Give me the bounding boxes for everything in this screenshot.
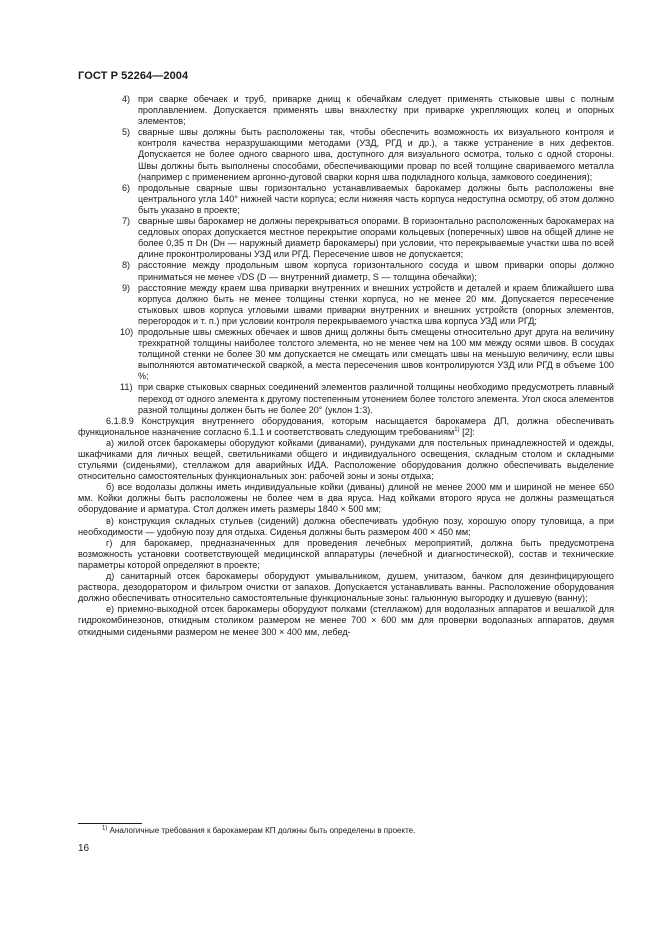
clause-6-1-8-9 <box>78 416 614 438</box>
list-item <box>78 216 614 260</box>
lettered-item: в) конструкция складных стульев (сидений) должна обеспечивать удобную позу, хорошую опору туловища, а при необходимости — удобную позу для отдыха. Сиденья должны быть размером 400 × 450 мм; <box>78 515 614 537</box>
footnote-reference[interactable]: 1) <box>454 426 460 433</box>
list-item-number: 11) <box>120 382 133 393</box>
list-item-number: 9) <box>122 282 131 293</box>
list-item-text: продольные швы смежных обечаек и швов днищ должны быть смещены относительно друг друга на величину трехкратной толщины наиболее толстого элемента, но не менее чем на 100 мм между осями швов. В сосудах толщиной стенки не более 30 мм допускается не смещать или смещать швы на меньшую величину, если швы выполняются автоматической сваркой, а места пересечения швов контролируются УЗД или РГД в объеме 100 %; <box>138 326 614 382</box>
list-item-text: сварные швы должны быть расположены так, чтобы обеспечить возможность их визуального контроля и контроля качества неразрушающими методами (УЗД, РГД и др.), а также устранение в них дефектов. Допускается не более одного сварного шва, доступного для визуального осмотра, только с одной стороны. Швы должны быть выполнены способами, обеспечивающими провар по всей толщине свариваемого металла (например с применением аргонно-дуговой сварки корня шва подкладного кольца, замкового соединения); <box>138 127 614 182</box>
list-item-number: 5) <box>122 127 131 138</box>
list-item-text: продольные сварные швы горизонтально устанавливаемых барокамер должны быть расположены вне центрального угла 140° нижней части корпуса; если нижняя часть корпуса недоступна осмотру, об этом должно быть указано в проекте; <box>138 182 614 215</box>
list-item <box>78 260 614 282</box>
lettered-list <box>78 438 614 638</box>
list-item <box>78 382 614 415</box>
lettered-item: г) для барокамер, предназначенных для проведения лечебных мероприятий, должна быть предусмотрена возможность установки соответствующей медицинской аппаратуры (лечебной и диагностической), состав и технические параметры которой определяют в проекте; <box>78 537 614 570</box>
list-item <box>78 94 614 127</box>
list-item-text: сварные швы барокамер не должны перекрываться опорами. В горизонтально расположенных барокамерах на седловых опорах допускается местное перекрытие опорами кольцевых (поперечных) швов на общей длине не более 0,35 π Dн (Dн — наружный диаметр барокамеры) при условии, что перекрываемые участки шва по всей длине проконтролированы УЗД или РГД. Пересечение швов не допускается; <box>138 216 614 260</box>
clause-text: 6.1.8.9 Конструкция внутреннего оборудования, которым насыщается барокамера ДП, должна обеспечивать функциональное назначение согласно 6.1.1 и соответствовать следующим требованиям <box>78 415 614 437</box>
page-header: ГОСТ Р 52264—2004 <box>78 70 189 82</box>
lettered-item: б) все водолазы должны иметь индивидуальные койки (диваны) длиной не менее 2000 мм и шириной не менее 650 мм. Койки должны быть расположены не более чем в два яруса. Над койками второго яруса не должны размещаться оборудование и арматура. Стол должен иметь размеры 1840 × 500 мм; <box>78 482 614 515</box>
list-item-number: 4) <box>122 94 131 104</box>
lettered-item: а) жилой отсек барокамеры оборудуют койками (диванами), рундуками для постельных принадлежностей и одежды, шкафчиками для личных вещей, светильниками общего и индивидуального освещения, складным столом и складными стульями (сиденьями), стеллажом для аварийных ИДА. Расположение оборудования должно обеспечивать выделение относительно самостоятельных функциональных зон: рабочей зоны и зоны отдыха; <box>78 437 614 482</box>
page-number: 16 <box>78 843 90 854</box>
list-item-number: 10) <box>120 326 134 337</box>
footnote-mark: 1) <box>102 825 108 832</box>
list-item-text: при сварке обечаек и труб, приварке днищ к обечайкам следует применять стыковые швы с полным проплавлением. Допускается применять швы внахлестку при приварке укрепляющих колец и опорных элементов; <box>138 94 614 127</box>
list-item-text: при сварке стыковых сварных соединений элементов различной толщины необходимо предусмотреть плавный переход от одного элемента к другому постепенным утонением более толстого элемента. Угол скоса элементов разной толщины должен быть не более 20° (уклон 1:3). <box>138 382 614 415</box>
list-item <box>78 283 614 327</box>
list-item-text: расстояние между краем шва приварки внутренних и внешних устройств и деталей и краем ближайшего шва корпуса должно быть не менее толщины стенки корпуса, но не менее 20 мм. Допускается пересечение стыковых швов корпуса угловыми швами приварки внутренних и внешних устройств (опорных элементов, перегородок и т. п.) при условии контроля перекрываемого участка шва корпуса УЗД или РГД; <box>138 282 614 326</box>
list-item <box>78 183 614 216</box>
footnote <box>102 826 614 836</box>
lettered-item: д) санитарный отсек барокамеры оборудуют умывальником, душем, унитазом, бачком для дезинфицирующего раствора, дезодоратором и фильтром очистки от запахов. Допускается устанавливать ванны. Расположение оборудования должно обеспечивать относительно самостоятельные функциональные зоны: гальюнную выгородку и душевую (ванну); <box>78 571 614 604</box>
clause-reference: [2]: <box>459 426 475 437</box>
list-item-number: 7) <box>122 216 131 227</box>
document-body <box>78 94 614 638</box>
footnote-text: Аналогичные требования к барокамерам КП должны быть определены в проекте. <box>109 826 416 835</box>
numbered-list <box>78 94 614 416</box>
list-item <box>78 127 614 182</box>
footnote-separator <box>78 823 142 824</box>
list-item <box>78 327 614 382</box>
lettered-item: е) приемно-выходной отсек барокамеры оборудуют полками (стеллажом) для водолазных аппаратов и вешалкой для гидрокомбинезонов, откидным столиком размером не менее 700 × 600 мм для проверки водолазных аппаратов, двумя откидными сиденьями размером не менее 300 × 400 мм, лебед- <box>78 604 614 637</box>
list-item-number: 8) <box>122 260 131 271</box>
list-item-number: 6) <box>122 182 131 193</box>
list-item-text: расстояние между продольным швом корпуса горизонтального сосуда и швом приварки опоры должно приниматься не менее √DS (D — внутренний диаметр, S — толщина обечайки); <box>138 260 614 282</box>
